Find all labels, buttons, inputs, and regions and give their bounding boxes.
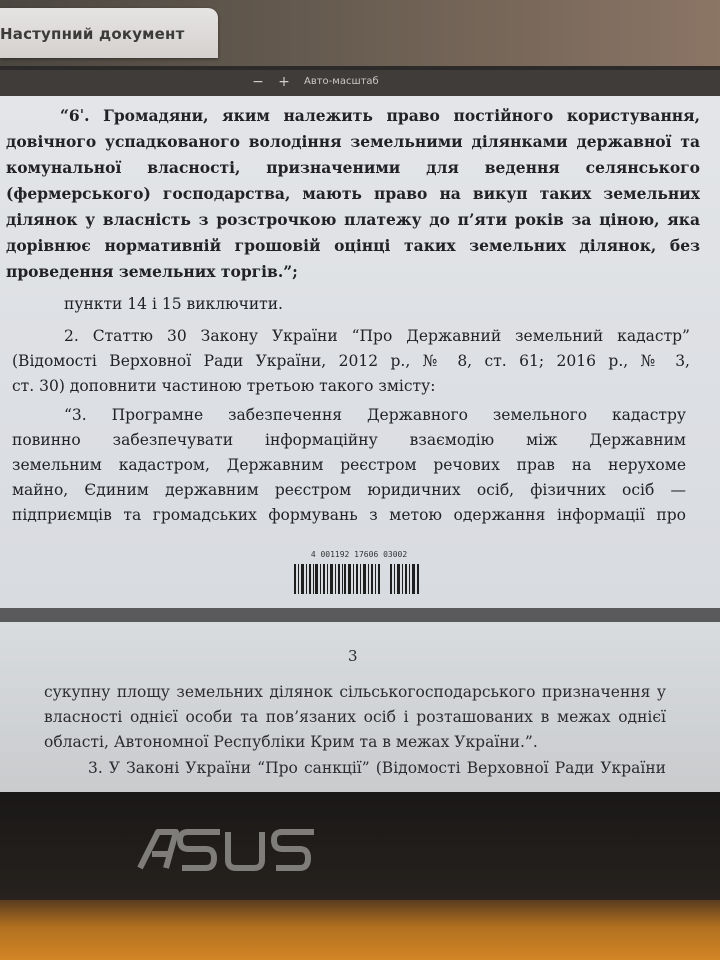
barcode-bars [284,550,434,600]
doc-line: області, Автономної Республіки Крим та в межах України.”. [44,733,538,751]
desk-surface [0,900,720,960]
asus-logo [136,822,326,878]
doc-line: 3. У Законі України “Про санкції” (Відомості Верховної Ради України [88,759,666,777]
doc-line: підприємців та громадських формувань з метою одержання інформації про [12,506,686,524]
doc-line: майно, Єдиним державним реєстром юридичних осіб, фізичних осіб — [12,481,686,499]
tab-label: Наступний документ [0,25,185,43]
zoom-out-button[interactable]: − [252,74,264,90]
barcode [284,550,434,600]
doc-line: “3. Програмне забезпечення Державного земельного кадастру [64,406,686,424]
doc-line: довічного успадкованого володіння земельними ділянками державної та [6,132,700,151]
doc-line: (Відомості Верховної Ради України, 2012 р., № 8, ст. 61; 2016 р., № 3, [12,352,690,370]
doc-line: проведення земельних торгів.”; [6,262,298,281]
doc-line: (фермерського) господарства, мають право на викуп таких земельних [6,184,700,203]
doc-line: дорівнює нормативній грошовій оцінці таких земельних ділянок, без [6,236,700,255]
page-separator [0,608,720,622]
doc-line: повинно забезпечувати інформаційну взаємодію між Державним [12,431,686,449]
barcode-number: 4 001192 17606 03002 [310,550,408,559]
doc-line: ст. 30) доповнити частиною третьою такого змісту: [12,377,436,395]
doc-line: власності однієї особи та пов’язаних осіб і розташованих в межах однієї [44,708,666,726]
zoom-in-button[interactable]: + [278,74,290,90]
doc-line: сукупну площу земельних ділянок сільськогосподарського призначення у [44,683,666,701]
doc-line: земельним кадастром, Державним реєстром речових прав на нерухоме [12,456,686,474]
doc-line: 2. Статтю 30 Закону України “Про Державний земельний кадастр” [64,327,690,345]
doc-line: пункти 14 і 15 виключити. [64,295,283,313]
zoom-select[interactable]: Авто-масштаб [304,76,379,87]
next-document-tab[interactable] [0,8,218,58]
page-number: 3 [348,647,358,665]
doc-line: комунальної власності, призначеними для ведення селянського [6,158,700,177]
doc-line: ділянок у власність з розстрочкою платежу до п’яти років за ціною, яка [6,210,700,229]
doc-line: “6ˈ. Громадяни, яким належить право постійного користування, [60,106,700,125]
